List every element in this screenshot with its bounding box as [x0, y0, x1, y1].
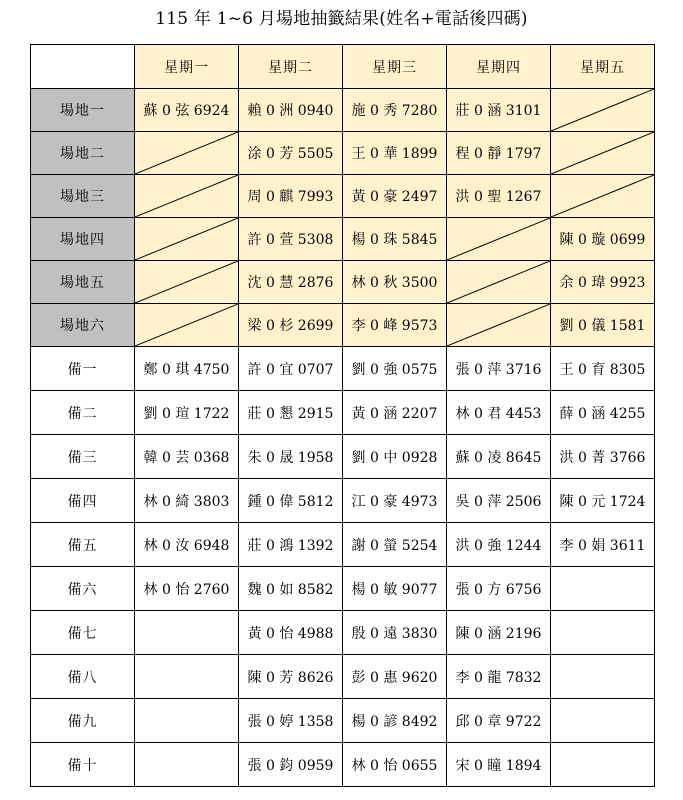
venue-slot-cell: 涂 0 芳 5505 [239, 132, 343, 175]
backup-row [31, 743, 655, 787]
backup-slot-cell: 韓 0 芸 0368 [135, 435, 239, 479]
backup-label: 備七 [31, 611, 135, 655]
venue-label: 場地五 [31, 261, 135, 304]
day-header-tuesday: 星期二 [239, 45, 343, 89]
backup-slot-cell: 許 0 宜 0707 [239, 347, 343, 391]
venue-slot-cell: 程 0 靜 1797 [447, 132, 551, 175]
diagonal-slash-mark [551, 89, 654, 131]
venue-row [31, 132, 655, 175]
venue-slot-cell: 周 0 麒 7993 [239, 175, 343, 218]
backup-slot-cell [135, 743, 239, 787]
backup-row [31, 655, 655, 699]
venue-slot-cell: 楊 0 珠 5845 [343, 218, 447, 261]
backup-row [31, 435, 655, 479]
venue-slot-cell: 李 0 峰 9573 [343, 304, 447, 347]
unavailable-slot-cell [551, 89, 655, 132]
backup-row [31, 523, 655, 567]
backup-slot-cell: 朱 0 晟 1958 [239, 435, 343, 479]
backup-slot-cell [135, 655, 239, 699]
diagonal-slash-mark [447, 261, 550, 303]
backup-slot-cell [551, 611, 655, 655]
backup-slot-cell [551, 743, 655, 787]
slash-line [447, 304, 550, 346]
venue-slot-cell: 莊 0 涵 3101 [447, 89, 551, 132]
venue-slot-cell: 洪 0 聖 1267 [447, 175, 551, 218]
backup-slot-cell [551, 699, 655, 743]
backup-label: 備一 [31, 347, 135, 391]
backup-slot-cell: 楊 0 敏 9077 [343, 567, 447, 611]
backup-slot-cell: 林 0 綺 3803 [135, 479, 239, 523]
backup-label: 備九 [31, 699, 135, 743]
backup-slot-cell: 陳 0 芳 8626 [239, 655, 343, 699]
backup-slot-cell: 林 0 汝 6948 [135, 523, 239, 567]
backup-row [31, 479, 655, 523]
backup-slot-cell: 王 0 育 8305 [551, 347, 655, 391]
unavailable-slot-cell [551, 175, 655, 218]
backup-slot-cell: 宋 0 瞳 1894 [447, 743, 551, 787]
diagonal-slash-mark [135, 304, 238, 346]
venue-slot-cell: 許 0 萱 5308 [239, 218, 343, 261]
backup-label: 備四 [31, 479, 135, 523]
backup-slot-cell: 吳 0 萍 2506 [447, 479, 551, 523]
backup-slot-cell [551, 655, 655, 699]
unavailable-slot-cell [135, 218, 239, 261]
venue-slot-cell: 劉 0 儀 1581 [551, 304, 655, 347]
venue-slot-cell: 沈 0 慧 2876 [239, 261, 343, 304]
header-row [31, 45, 655, 89]
backup-slot-cell: 蘇 0 凌 8645 [447, 435, 551, 479]
backup-slot-cell: 洪 0 強 1244 [447, 523, 551, 567]
backup-label: 備六 [31, 567, 135, 611]
diagonal-slash-mark [551, 175, 654, 217]
diagonal-slash-mark [551, 132, 654, 174]
slash-line [135, 218, 238, 260]
diagonal-slash-mark [135, 261, 238, 303]
backup-slot-cell: 陳 0 元 1724 [551, 479, 655, 523]
backup-slot-cell: 魏 0 如 8582 [239, 567, 343, 611]
backup-label: 備三 [31, 435, 135, 479]
unavailable-slot-cell [135, 132, 239, 175]
venue-row [31, 261, 655, 304]
venue-label: 場地一 [31, 89, 135, 132]
backup-row [31, 611, 655, 655]
backup-row [31, 391, 655, 435]
backup-slot-cell: 劉 0 中 0928 [343, 435, 447, 479]
day-header-friday: 星期五 [551, 45, 655, 89]
backup-slot-cell: 林 0 怡 0655 [343, 743, 447, 787]
backup-label: 備二 [31, 391, 135, 435]
slash-line [447, 261, 550, 303]
venue-row [31, 218, 655, 261]
backup-label: 備八 [31, 655, 135, 699]
venue-slot-cell: 黃 0 豪 2497 [343, 175, 447, 218]
venue-label: 場地六 [31, 304, 135, 347]
venue-slot-cell: 余 0 瑋 9923 [551, 261, 655, 304]
backup-slot-cell: 林 0 怡 2760 [135, 567, 239, 611]
draw-results-table [30, 44, 655, 787]
backup-slot-cell: 劉 0 強 0575 [343, 347, 447, 391]
backup-slot-cell: 張 0 婷 1358 [239, 699, 343, 743]
backup-slot-cell: 林 0 君 4453 [447, 391, 551, 435]
backup-slot-cell: 張 0 鈞 0959 [239, 743, 343, 787]
venue-slot-cell: 陳 0 璇 0699 [551, 218, 655, 261]
backup-slot-cell: 楊 0 諺 8492 [343, 699, 447, 743]
unavailable-slot-cell [135, 175, 239, 218]
backup-slot-cell: 邱 0 章 9722 [447, 699, 551, 743]
venue-slot-cell: 蘇 0 弦 6924 [135, 89, 239, 132]
slash-line [135, 132, 238, 174]
venue-label: 場地四 [31, 218, 135, 261]
backup-label: 備五 [31, 523, 135, 567]
slash-line [135, 175, 238, 217]
venue-row [31, 175, 655, 218]
backup-slot-cell [135, 611, 239, 655]
backup-slot-cell: 莊 0 鴻 1392 [239, 523, 343, 567]
backup-row [31, 347, 655, 391]
backup-slot-cell: 鄭 0 琪 4750 [135, 347, 239, 391]
unavailable-slot-cell [447, 218, 551, 261]
backup-slot-cell: 劉 0 瑄 1722 [135, 391, 239, 435]
backup-slot-cell: 陳 0 涵 2196 [447, 611, 551, 655]
venue-label: 場地二 [31, 132, 135, 175]
slash-line [135, 304, 238, 346]
diagonal-slash-mark [135, 218, 238, 260]
venue-row [31, 89, 655, 132]
slash-line [551, 175, 654, 217]
backup-slot-cell: 李 0 龍 7832 [447, 655, 551, 699]
backup-slot-cell: 黃 0 怡 4988 [239, 611, 343, 655]
backup-row [31, 699, 655, 743]
unavailable-slot-cell [447, 304, 551, 347]
backup-slot-cell: 鍾 0 偉 5812 [239, 479, 343, 523]
slash-line [447, 218, 550, 260]
backup-slot-cell: 謝 0 螢 5254 [343, 523, 447, 567]
backup-label: 備十 [31, 743, 135, 787]
backup-slot-cell: 張 0 方 6756 [447, 567, 551, 611]
venue-slot-cell: 梁 0 杉 2699 [239, 304, 343, 347]
unavailable-slot-cell [135, 304, 239, 347]
venue-slot-cell: 施 0 秀 7280 [343, 89, 447, 132]
backup-slot-cell: 彭 0 惠 9620 [343, 655, 447, 699]
day-header-thursday: 星期四 [447, 45, 551, 89]
corner-cell [31, 45, 135, 89]
venue-label: 場地三 [31, 175, 135, 218]
slash-line [135, 261, 238, 303]
backup-slot-cell: 莊 0 懇 2915 [239, 391, 343, 435]
unavailable-slot-cell [135, 261, 239, 304]
diagonal-slash-mark [447, 304, 550, 346]
backup-slot-cell: 張 0 萍 3716 [447, 347, 551, 391]
backup-slot-cell: 洪 0 菁 3766 [551, 435, 655, 479]
backup-slot-cell: 黃 0 涵 2207 [343, 391, 447, 435]
backup-slot-cell: 殷 0 遠 3830 [343, 611, 447, 655]
venue-slot-cell: 賴 0 洲 0940 [239, 89, 343, 132]
backup-slot-cell: 李 0 娟 3611 [551, 523, 655, 567]
day-header-wednesday: 星期三 [343, 45, 447, 89]
backup-slot-cell [135, 699, 239, 743]
backup-row [31, 567, 655, 611]
backup-slot-cell [551, 567, 655, 611]
diagonal-slash-mark [447, 218, 550, 260]
venue-row [31, 304, 655, 347]
day-header-monday: 星期一 [135, 45, 239, 89]
backup-slot-cell: 薛 0 涵 4255 [551, 391, 655, 435]
unavailable-slot-cell [551, 132, 655, 175]
backup-slot-cell: 江 0 豪 4973 [343, 479, 447, 523]
slash-line [551, 89, 654, 131]
unavailable-slot-cell [447, 261, 551, 304]
page-title: 115 年 1~6 月場地抽籤結果(姓名+電話後四碼) [155, 9, 528, 29]
slash-line [551, 132, 654, 174]
diagonal-slash-mark [135, 175, 238, 217]
venue-slot-cell: 林 0 秋 3500 [343, 261, 447, 304]
diagonal-slash-mark [135, 132, 238, 174]
venue-slot-cell: 王 0 華 1899 [343, 132, 447, 175]
